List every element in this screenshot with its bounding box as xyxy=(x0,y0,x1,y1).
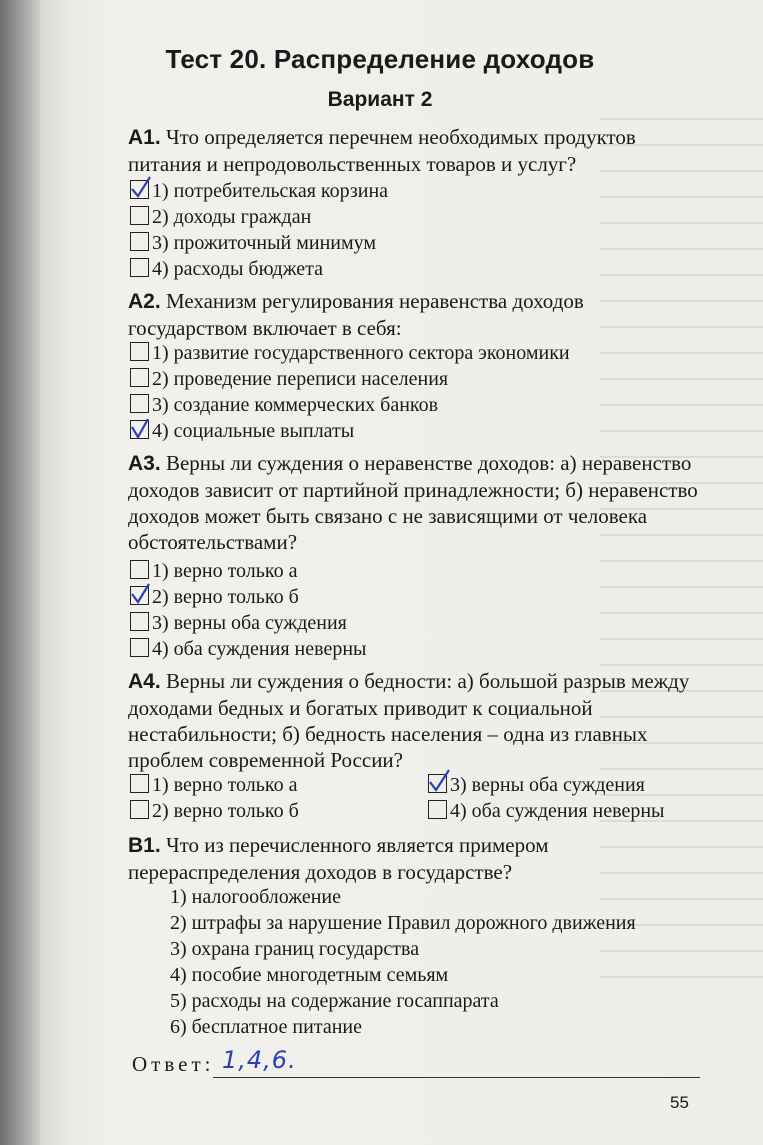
option-a2-4[interactable] xyxy=(130,418,354,444)
checkbox[interactable] xyxy=(130,800,149,819)
checkbox[interactable] xyxy=(130,638,149,657)
checkbox[interactable] xyxy=(130,258,149,277)
option-label: 3) прожиточный минимум xyxy=(152,232,377,254)
option-label: 4) расходы бюджета xyxy=(152,258,323,280)
question-text: Что определяется перечнем необходимых продуктов питания и непродовольственных товаров и услуг? xyxy=(128,125,636,176)
question-a2 xyxy=(128,288,700,341)
question-text: Верны ли суждения о неравенстве доходов: а) неравенство доходов зависит от партийной принадлежности; б) неравенство доходов может быть связано с не зависящими от человека обстоятельствами? xyxy=(128,451,698,554)
checkmark-icon xyxy=(129,175,153,201)
option-label: 3) создание коммерческих банков xyxy=(152,394,439,416)
option-a4-2[interactable] xyxy=(130,798,299,824)
option-a4-1[interactable] xyxy=(130,772,297,798)
page-title: Тест 20. Распределение доходов xyxy=(165,44,595,74)
option-label: 4) оба суждения неверны xyxy=(450,800,665,822)
question-a3 xyxy=(128,450,700,555)
option-label: 3) верны оба суждения xyxy=(450,774,645,796)
checkmark-icon xyxy=(129,415,153,441)
option-label: 4) социальные выплаты xyxy=(152,420,355,442)
option-label: 2) верно только б xyxy=(152,586,299,608)
checkbox[interactable] xyxy=(130,560,149,579)
list-item: 5) расходы на содержание госаппарата xyxy=(170,990,499,1012)
variant-heading: Вариант 2 xyxy=(327,88,433,111)
list-item: 6) бесплатное питание xyxy=(170,1016,362,1038)
option-a2-2[interactable] xyxy=(130,366,448,392)
question-text: Механизм регулирования неравенства доходов государством включает в себя: xyxy=(128,289,584,340)
option-a2-1[interactable] xyxy=(130,340,570,366)
question-number: А3. xyxy=(128,452,161,475)
option-a3-1[interactable] xyxy=(130,558,297,584)
question-a1 xyxy=(128,124,700,177)
option-label: 2) проведение переписи населения xyxy=(152,368,449,390)
option-a3-2[interactable] xyxy=(130,584,299,610)
option-label: 3) верны оба суждения xyxy=(152,612,347,634)
page-number: 55 xyxy=(670,1093,689,1112)
question-a4 xyxy=(128,668,700,773)
checkbox[interactable] xyxy=(130,774,149,793)
option-label: 1) верно только а xyxy=(152,774,298,796)
option-a3-4[interactable] xyxy=(130,636,366,662)
list-item: 2) штрафы за нарушение Правил дорожного движения xyxy=(170,912,636,934)
question-number: В1. xyxy=(128,834,161,857)
checkbox[interactable] xyxy=(428,800,447,819)
checkmark-icon xyxy=(129,581,153,607)
answer-field[interactable]: 1,4,6. xyxy=(222,1046,297,1074)
option-label: 1) верно только а xyxy=(152,560,298,582)
book-gutter xyxy=(0,0,40,1145)
option-a1-2[interactable] xyxy=(130,204,311,230)
list-item: 3) охрана границ государства xyxy=(170,938,420,960)
option-label: 2) доходы граждан xyxy=(152,206,312,228)
answer-label: Ответ: xyxy=(132,1052,215,1076)
checkmark-icon xyxy=(427,769,451,795)
option-label: 2) верно только б xyxy=(152,800,299,822)
option-a3-3[interactable] xyxy=(130,610,347,636)
option-a1-1[interactable] xyxy=(130,178,388,204)
question-number: А2. xyxy=(128,290,161,313)
option-a4-4[interactable] xyxy=(428,798,664,824)
option-a2-3[interactable] xyxy=(130,392,438,418)
checkbox[interactable] xyxy=(130,586,149,605)
option-label: 1) развитие государственного сектора экономики xyxy=(152,342,570,364)
question-text: Что из перечисленного является примером перераспределения доходов в государстве? xyxy=(128,833,549,884)
checkbox[interactable] xyxy=(130,180,149,199)
question-number: А1. xyxy=(128,126,161,149)
question-b1 xyxy=(128,832,700,885)
option-a1-4[interactable] xyxy=(130,256,323,282)
checkbox[interactable] xyxy=(130,206,149,225)
list-item: 1) налогообложение xyxy=(170,886,341,908)
list-item: 4) пособие многодетным семьям xyxy=(170,964,449,986)
checkbox[interactable] xyxy=(130,420,149,439)
option-a1-3[interactable] xyxy=(130,230,376,256)
checkbox[interactable] xyxy=(130,232,149,251)
checkbox[interactable] xyxy=(428,774,447,793)
option-label: 4) оба суждения неверны xyxy=(152,638,367,660)
question-number: А4. xyxy=(128,670,161,693)
checkbox[interactable] xyxy=(130,612,149,631)
checkbox[interactable] xyxy=(130,394,149,413)
answer-line xyxy=(213,1077,700,1078)
option-label: 1) потребительская корзина xyxy=(152,180,389,202)
checkbox[interactable] xyxy=(130,368,149,387)
question-text: Верны ли суждения о бедности: а) большой разрыв между доходами бедных и богатых приводит к социальной нестабильности; б) бедность населения – одна из главных проблем современной России? xyxy=(128,669,690,772)
checkbox[interactable] xyxy=(130,342,149,361)
option-a4-3[interactable] xyxy=(428,772,645,798)
